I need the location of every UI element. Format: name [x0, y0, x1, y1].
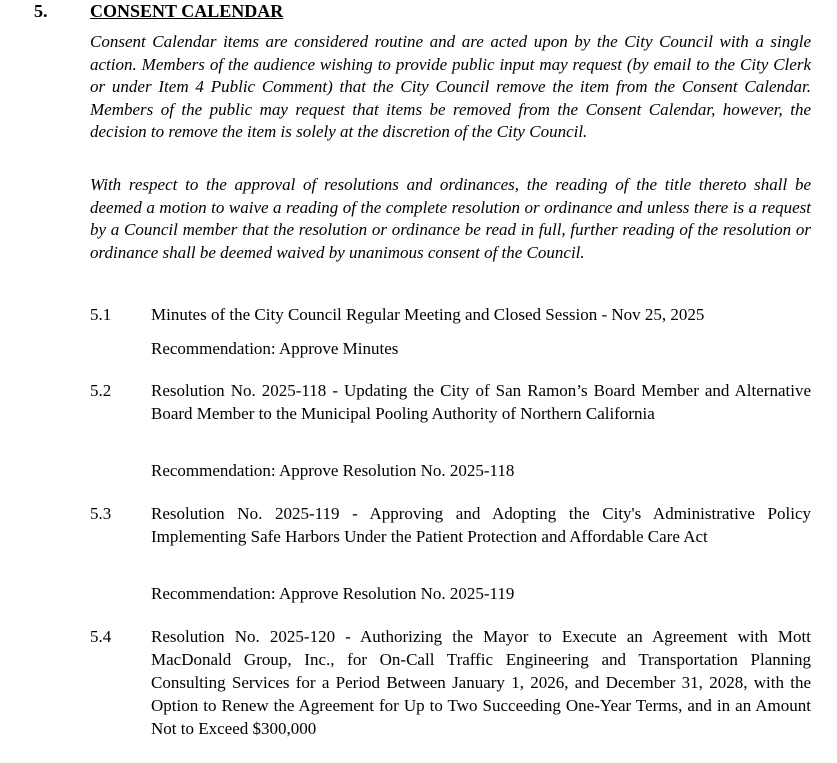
item-title: Minutes of the City Council Regular Meeting and Closed Session - Nov 25, 2025	[151, 305, 705, 324]
intro-paragraph-1: Consent Calendar items are considered routine and are acted upon by the City Council with a single action. Members of the audience wishing to provide public input may request (by email to the City Clerk or under Item 4 Public Comment) that the City Council remove the item from the Consent Calendar. Members of the public may request that items be removed from the Consent Calendar, however, the decision to remove the item is solely at the discretion of the City Council.	[90, 32, 811, 142]
item-recommendation: Recommendation: Approve Resolution No. 2025-118	[151, 461, 515, 480]
item-number: 5.2	[90, 381, 112, 400]
item-recommendation: Recommendation: Approve Resolution No. 2025-119	[151, 584, 515, 603]
item-title: Resolution No. 2025-118 - Updating the City of San Ramon’s Board Member and Alternative Board Member to the Municipal Pooling Authority of Northern California	[151, 381, 811, 423]
item-recommendation: Recommendation: Approve Minutes	[151, 339, 399, 358]
intro-paragraph-2: With respect to the approval of resolutions and ordinances, the reading of the title thereto shall be deemed a motion to waive a reading of the complete resolution or ordinance and unless there is a request by a Council member that the resolution or ordinance be read in full, further reading of the resolution or ordinance shall be deemed waived by unanimous consent of the Council.	[90, 175, 811, 262]
item-number: 5.3	[90, 504, 112, 523]
item-title: Resolution No. 2025-120 - Authorizing the Mayor to Execute an Agreement with Mott MacDonald Group, Inc., for On-Call Traffic Engineering and Transportation Planning Consulting Services for a Period Between January 1, 2026, and December 31, 2028, with the Option to Renew the Agreement for Up to Two Succeeding One-Year Terms, and in an Amount Not to Exceed $300,000	[151, 627, 811, 738]
item-number: 5.4	[90, 627, 112, 646]
item-title: Resolution No. 2025-119 - Approving and Adopting the City's Administrative Policy Implementing Safe Harbors Under the Patient Protection and Affordable Care Act	[151, 504, 811, 546]
item-number: 5.1	[90, 305, 112, 324]
section-number: 5.	[34, 1, 48, 21]
section-title: CONSENT CALENDAR	[90, 1, 284, 21]
